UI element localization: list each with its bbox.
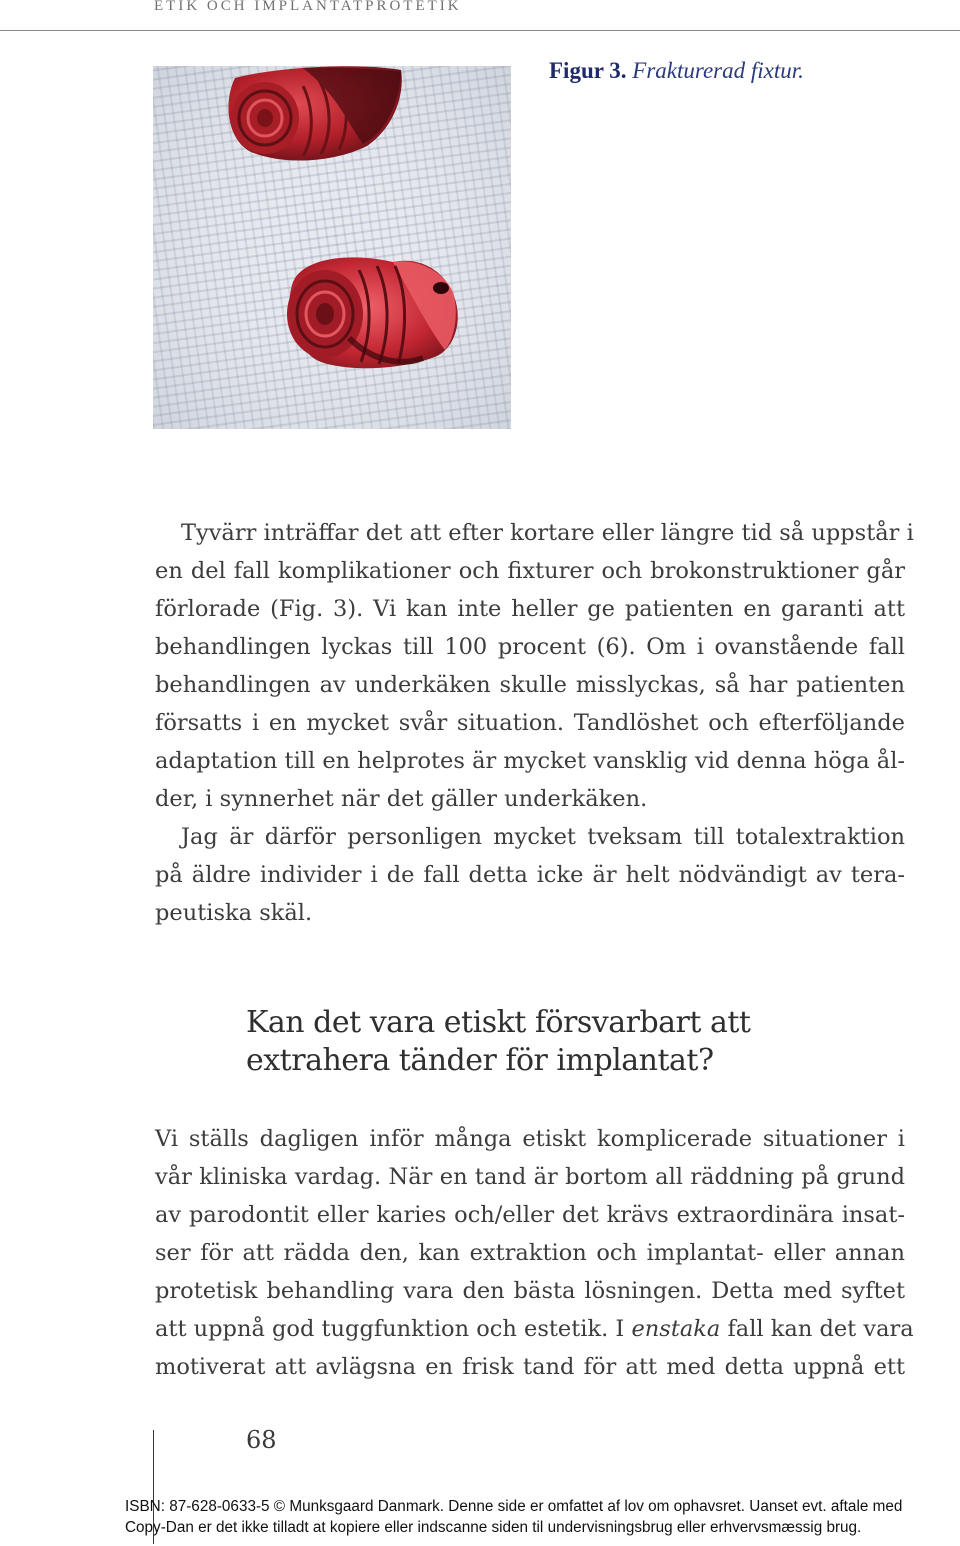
text-line: Tyvärr inträffar det att efter kortare eller längre tid så uppstår i [181, 520, 914, 546]
text-line: adaptation till en helprotes är mycket vansklig vid denna höga ål- [155, 748, 905, 774]
paragraph-2 [155, 818, 905, 932]
section-heading [246, 1004, 886, 1080]
text-line: på äldre individer i de fall detta icke är helt nödvändigt av tera- [155, 862, 905, 888]
text-fragment: att uppnå god tuggfunktion och estetik. [155, 1316, 609, 1342]
text-line: behandlingen av underkäken skulle misslyckas, så har patienten [155, 672, 905, 698]
text-line: peutiska skäl. [155, 900, 313, 926]
text-line: protetisk behandling vara den bästa lösningen. Detta med syftet [155, 1278, 905, 1304]
text-line [155, 1310, 914, 1348]
heading-line: Kan det vara etiskt försvarbart att [246, 1005, 751, 1040]
text-line: der, i synnerhet när det gäller underkäken. [155, 786, 648, 812]
paragraph-3 [155, 1120, 914, 1386]
text-line: motiverat att avlägsna en frisk tand för att med detta uppnå ett [155, 1354, 905, 1380]
text-line: förlorade (Fig. 3). Vi kan inte heller ge patienten en garanti att [155, 596, 905, 622]
paragraph-1 [155, 514, 914, 818]
figure-caption [549, 58, 804, 84]
fixture-fragment-lower [287, 257, 458, 368]
page-number: 68 [246, 1426, 277, 1454]
text-line: Vi ställs dagligen inför många etiskt komplicerade situationer i [155, 1126, 905, 1152]
footer-line: ISBN: 87-628-0633-5 © Munksgaard Danmark. Denne side er omfattet af lov om ophavsret. Uanset evt. aftale med [125, 1498, 903, 1515]
figure-caption-text: Frakturerad fixtur. [632, 58, 804, 83]
text-line: Jag är därför personligen mycket tveksam till totalextraktion [181, 824, 905, 850]
text-line: av parodontit eller karies och/eller det krävs extraordinära insat- [155, 1202, 905, 1228]
text-fragment: I [615, 1316, 632, 1342]
text-line: en del fall komplikationer och fixturer och brokonstruktioner går [155, 558, 905, 584]
text-line: vår kliniska vardag. När en tand är bortom all räddning på grund [155, 1164, 905, 1190]
text-line: behandlingen lyckas till 100 procent (6). Om i ovanstående fall [155, 634, 905, 660]
text-line: försatts i en mycket svår situation. Tandlöshet och efterföljande [155, 710, 905, 736]
footer-line: Copy-Dan er det ikke tilladt at kopiere eller indscanne siden til undervisningsbrug eller erhvervsmæssig brug. [125, 1519, 862, 1536]
emphasis-text: enstaka [631, 1316, 721, 1342]
text-line: ser för att rädda den, kan extraktion och implantat- eller annan [155, 1240, 905, 1266]
heading-line: extrahera tänder för implantat? [246, 1043, 714, 1078]
figure-photo-fractured-fixture [153, 66, 511, 429]
figure-label: Figur 3. [549, 58, 627, 83]
header-rule [0, 30, 960, 31]
copyright-footer [125, 1496, 955, 1538]
running-head: ETIK OCH IMPLANTATPROTETIK [154, 0, 462, 14]
text-fragment: fall kan det vara [720, 1316, 914, 1342]
